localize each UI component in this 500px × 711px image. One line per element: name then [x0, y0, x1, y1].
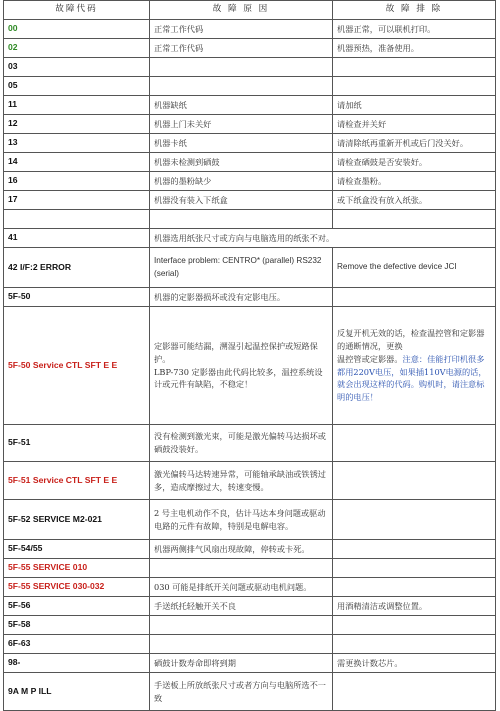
error-code: 16 — [4, 172, 150, 191]
error-cause: 机器上门未关好 — [150, 115, 333, 134]
error-fix: 请清除纸再重新开机或后门没关好。 — [333, 134, 496, 153]
error-code: 98- — [4, 654, 150, 673]
error-cause: 机器选用纸张尺寸或方向与电脑选用的纸张不对。 — [150, 229, 496, 248]
error-fix: 或下纸盒没有放入纸张。 — [333, 191, 496, 210]
error-fix — [333, 307, 496, 425]
error-cause: 没有检测到激光束，可能是激光偏转马达损坏或硒鼓没装好。 — [150, 425, 333, 462]
error-cause — [150, 210, 333, 229]
table-row — [4, 191, 496, 210]
error-code: 13 — [4, 134, 150, 153]
error-cause — [150, 307, 333, 425]
table-row — [4, 58, 496, 77]
table-row — [4, 616, 496, 635]
error-fix — [333, 578, 496, 597]
error-cause: 机器缺纸 — [150, 96, 333, 115]
error-code: 02 — [4, 39, 150, 58]
error-fix — [333, 635, 496, 654]
error-fix — [333, 210, 496, 229]
error-code-table — [3, 0, 496, 711]
error-fix: Remove the defective device JCI — [333, 248, 496, 288]
error-fix: 请检查并关好 — [333, 115, 496, 134]
error-code: 5F-54/55 — [4, 540, 150, 559]
error-fix — [333, 616, 496, 635]
error-fix — [333, 462, 496, 500]
header-cause: 故 障 原 因 — [150, 1, 333, 20]
error-cause: 机器未检测到硒鼓 — [150, 153, 333, 172]
error-code: 05 — [4, 77, 150, 96]
table-row — [4, 96, 496, 115]
table-row — [4, 248, 496, 288]
error-cause: 手送板上所放纸张尺寸或者方向与电脑所选不一致 — [150, 673, 333, 711]
table-row — [4, 597, 496, 616]
error-fix — [333, 673, 496, 711]
error-cause: 正常工作代码 — [150, 39, 333, 58]
error-cause: 机器的墨粉缺少 — [150, 172, 333, 191]
error-cause-line: LBP-730 定影器由此代码比较多，温控系统设计或元件有缺陷，不稳定！ — [154, 366, 323, 390]
error-cause — [150, 58, 333, 77]
table-row — [4, 210, 496, 229]
error-fix — [333, 425, 496, 462]
error-fix — [333, 77, 496, 96]
error-code: 41 — [4, 229, 150, 248]
error-cause — [150, 635, 333, 654]
table-row — [4, 654, 496, 673]
error-fix: 用酒精清洁或调整位置。 — [333, 597, 496, 616]
error-fix — [333, 500, 496, 540]
table-row — [4, 77, 496, 96]
error-cause: Interface problem: CENTRO* (parallel) RS232 (serial) — [150, 248, 333, 288]
error-fix: 请检查墨粉。 — [333, 172, 496, 191]
error-cause: 正常工作代码 — [150, 20, 333, 39]
error-cause — [150, 559, 333, 578]
error-code: 5F-50 — [4, 288, 150, 307]
error-code: 03 — [4, 58, 150, 77]
error-fix — [333, 540, 496, 559]
table-row — [4, 172, 496, 191]
error-cause — [150, 616, 333, 635]
error-fix-note: 注意：佳能打印机很多都用220V电压，如果插110V电源的话，就会出现这样的代码。购机时，请注意标明的电压！ — [337, 353, 487, 402]
table-row — [4, 115, 496, 134]
table-header-row — [4, 1, 496, 20]
header-fix: 故 障 排 除 — [333, 1, 496, 20]
header-code: 故障代码 — [4, 1, 150, 20]
table-row — [4, 540, 496, 559]
error-fix: 请加纸 — [333, 96, 496, 115]
error-code — [4, 210, 150, 229]
error-cause: 2 号主电机动作不良，估计马达本身问题或驱动电路的元件有故障，特别是电解电容。 — [150, 500, 333, 540]
error-code: 5F-51 — [4, 425, 150, 462]
error-cause: 030 可能是排纸开关问题或驱动电机问题。 — [150, 578, 333, 597]
error-cause: 机器的定影器损坏或没有定影电压。 — [150, 288, 333, 307]
error-code: 12 — [4, 115, 150, 134]
table-row — [4, 288, 496, 307]
error-code: 5F-52 SERVICE M2-021 — [4, 500, 150, 540]
error-code: 5F-51 Service CTL SFT E E — [4, 462, 150, 500]
error-cause: 激光偏转马达转速异常，可能轴承缺油或铁锈过多，造成摩擦过大，转速变慢。 — [150, 462, 333, 500]
error-fix — [333, 58, 496, 77]
error-fix — [333, 288, 496, 307]
error-fix-line: 反复开机无效的话，检查温控管和定影器的通断情况，更换 — [337, 328, 485, 352]
error-code: 42 I/F:2 ERROR — [4, 248, 150, 288]
table-row — [4, 425, 496, 462]
error-fix: 需更换计数芯片。 — [333, 654, 496, 673]
table-row — [4, 559, 496, 578]
table-row — [4, 307, 496, 425]
error-fix-line: 温控管或定影器。 — [337, 353, 403, 364]
error-cause: 机器卡纸 — [150, 134, 333, 153]
table-row — [4, 635, 496, 654]
table-row — [4, 134, 496, 153]
error-code: 5F-55 SERVICE 030-032 — [4, 578, 150, 597]
table-row — [4, 673, 496, 711]
error-cause: 硒鼓计数寿命即将到期 — [150, 654, 333, 673]
error-cause: 机器没有装入下纸盒 — [150, 191, 333, 210]
error-code: 14 — [4, 153, 150, 172]
error-fix: 机器正常，可以联机打印。 — [333, 20, 496, 39]
error-code: 5F-58 — [4, 616, 150, 635]
error-code: 5F-55 SERVICE 010 — [4, 559, 150, 578]
table-row — [4, 229, 496, 248]
error-code: 5F-56 — [4, 597, 150, 616]
table-row — [4, 20, 496, 39]
error-code: 17 — [4, 191, 150, 210]
error-fix — [333, 559, 496, 578]
error-code: 6F-63 — [4, 635, 150, 654]
error-cause-line: 定影器可能结漏，溯湿引起温控保护或短路保护。 — [154, 341, 318, 364]
error-code: 5F-50 Service CTL SFT E E — [4, 307, 150, 425]
error-cause: 机器两侧排气风扇出现故障，停转或卡死。 — [150, 540, 333, 559]
table-row — [4, 578, 496, 597]
error-cause — [150, 77, 333, 96]
error-code: 9A M P ILL — [4, 673, 150, 711]
table-row — [4, 462, 496, 500]
error-cause: 手送纸托轻触开关不良 — [150, 597, 333, 616]
error-fix: 机器预热，准备使用。 — [333, 39, 496, 58]
error-code: 00 — [4, 20, 150, 39]
table-row — [4, 153, 496, 172]
error-code: 11 — [4, 96, 150, 115]
error-fix: 请检查硒鼓是否安装好。 — [333, 153, 496, 172]
table-row — [4, 500, 496, 540]
table-row — [4, 39, 496, 58]
